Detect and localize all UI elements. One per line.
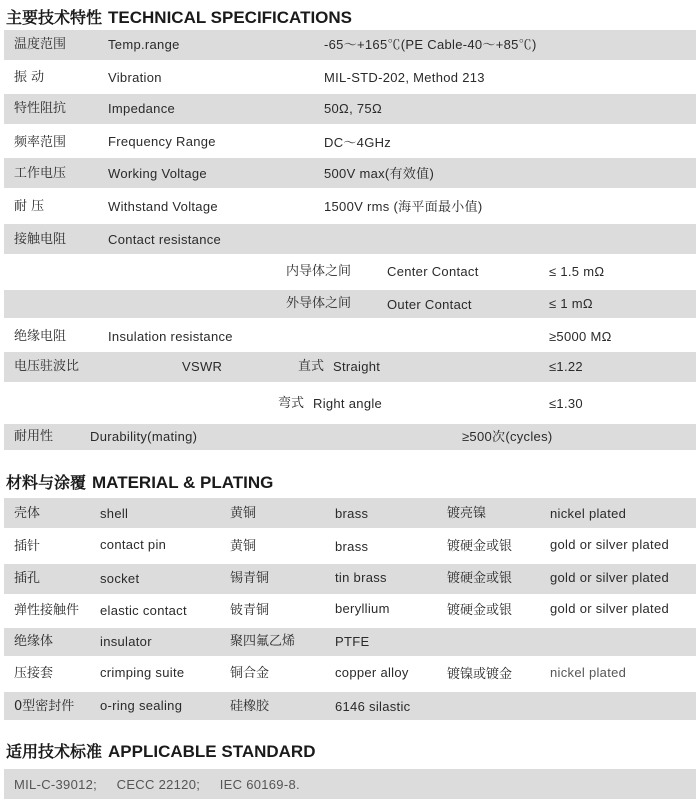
frequency-en: Frequency Range [108,134,216,149]
plating-cn: 镀硬金或银 [447,603,513,618]
plating-en: nickel plated [550,665,627,680]
center-contact-row [4,256,696,288]
material-en: brass [335,539,369,554]
outer-contact-cn: 外导体之间 [286,296,352,311]
material-part-cn: 0型密封件 [14,699,75,714]
material-cn: 锡青铜 [230,571,270,586]
contact-resistance-cn: 接触电阻 [14,232,67,247]
material-row [4,628,696,656]
material-title-en: MATERIAL & PLATING [92,473,274,492]
withstand-voltage-en: Withstand Voltage [108,199,218,214]
frequency-cn: 频率范围 [14,135,67,150]
outer-contact-row [4,290,696,318]
material-part-en: elastic contact [100,603,187,618]
material-part-cn: 压接套 [14,666,54,681]
insulation-value: ≥5000 MΩ [549,329,612,344]
material-cn: 黄铜 [230,539,257,554]
insulation-row [4,320,696,350]
standard-title-cn: 适用技术标准 [6,742,103,761]
material-part-en: socket [100,571,140,586]
vibration-row [4,62,696,92]
vibration-en: Vibration [108,70,162,85]
outer-contact-value: ≤ 1 mΩ [549,296,593,311]
temp-range-en: Temp.range [108,37,180,52]
material-row [4,564,696,594]
center-contact-en: Center Contact [387,264,479,279]
material-en: brass [335,506,369,521]
withstand-voltage-cn: 耐 压 [14,199,45,214]
material-part-en: crimping suite [100,665,185,680]
contact-resistance-row [4,224,696,254]
durability-value: ≥500次(cycles) [462,429,553,444]
vswr-straight-value: ≤1.22 [549,359,583,374]
working-voltage-row [4,158,696,188]
plating-cn: 镀硬金或银 [447,539,513,554]
vswr-row [4,352,696,382]
technical-section-title [6,5,352,28]
temp-range-cn: 温度范围 [14,37,67,52]
material-part-cn: 插孔 [14,571,41,586]
material-cn: 聚四氟乙烯 [230,634,296,649]
material-part-cn: 绝缘体 [14,634,54,649]
material-cn: 硅橡胶 [230,699,270,714]
frequency-value: DC～4GHz [324,135,392,150]
vibration-cn: 振 动 [14,70,45,85]
material-row [4,658,696,690]
vswr-straight-en: Straight [333,359,381,374]
impedance-value: 50Ω, 75Ω [324,101,382,116]
plating-cn: 镀硬金或银 [447,571,513,586]
vswr-cn: 电压驻波比 [14,359,80,374]
material-row [4,498,696,528]
plating-en: gold or silver plated [550,537,670,552]
standard-section-title [6,739,315,762]
material-part-en: contact pin [100,537,167,552]
temp-range-row [4,30,696,60]
vswr-right-angle-value: ≤1.30 [549,396,583,411]
vswr-right-angle-en: Right angle [313,396,383,411]
working-voltage-en: Working Voltage [108,166,207,181]
material-section-title [6,470,273,493]
working-voltage-value: 500V max(有效值) [324,166,435,181]
material-row [4,530,696,562]
durability-en: Durability(mating) [90,429,198,444]
material-en: tin brass [335,570,387,585]
material-en: copper alloy [335,665,409,680]
standard-row [4,769,696,799]
material-cn: 黄铜 [230,506,257,521]
material-part-en: insulator [100,634,152,649]
temp-range-value: -65～+165℃(PE Cable-40～+85℃) [324,37,537,52]
material-part-en: shell [100,506,129,521]
impedance-en: Impedance [108,101,176,116]
material-part-en: o-ring sealing [100,698,183,713]
plating-en: gold or silver plated [550,601,670,616]
insulation-cn: 绝缘电阻 [14,329,67,344]
vibration-value: MIL-STD-202, Method 213 [324,70,485,85]
insulation-en: Insulation resistance [108,329,233,344]
vswr-en: VSWR [182,359,223,374]
durability-cn: 耐用性 [14,429,54,444]
vswr-right-angle-cn: 弯式 [278,396,305,411]
technical-title-cn: 主要技术特性 [6,8,103,27]
plating-en: gold or silver plated [550,570,670,585]
impedance-row [4,94,696,124]
standard-title-en: APPLICABLE STANDARD [108,742,316,761]
material-part-cn: 插针 [14,539,41,554]
contact-resistance-en: Contact resistance [108,232,222,247]
vswr-straight-cn: 直式 [298,359,325,374]
impedance-cn: 特性阻抗 [14,101,67,116]
material-en: beryllium [335,601,390,616]
vswr-right-angle-row [4,384,696,422]
material-part-cn: 弹性接触件 [14,603,80,618]
durability-row [4,424,696,450]
material-part-cn: 壳体 [14,506,41,521]
technical-title-en: TECHNICAL SPECIFICATIONS [108,8,353,27]
plating-cn: 镀亮镍 [447,506,487,521]
material-en: PTFE [335,634,370,649]
standard-text: MIL-C-39012; CECC 22120; IEC 60169-8. [14,777,300,792]
material-row [4,596,696,626]
material-row [4,692,696,720]
working-voltage-cn: 工作电压 [14,166,67,181]
withstand-voltage-value: 1500V rms (海平面最小值) [324,199,483,214]
material-title-cn: 材料与涂覆 [6,473,87,492]
plating-cn: 镀镍或镀金 [447,667,513,682]
plating-en: nickel plated [550,506,627,521]
center-contact-value: ≤ 1.5 mΩ [549,264,605,279]
frequency-row [4,126,696,156]
outer-contact-en: Outer Contact [387,297,472,312]
material-cn: 铍青铜 [230,603,270,618]
center-contact-cn: 内导体之间 [286,264,352,279]
material-cn: 铜合金 [230,666,270,681]
withstand-voltage-row [4,190,696,222]
material-en: 6146 silastic [335,699,411,714]
